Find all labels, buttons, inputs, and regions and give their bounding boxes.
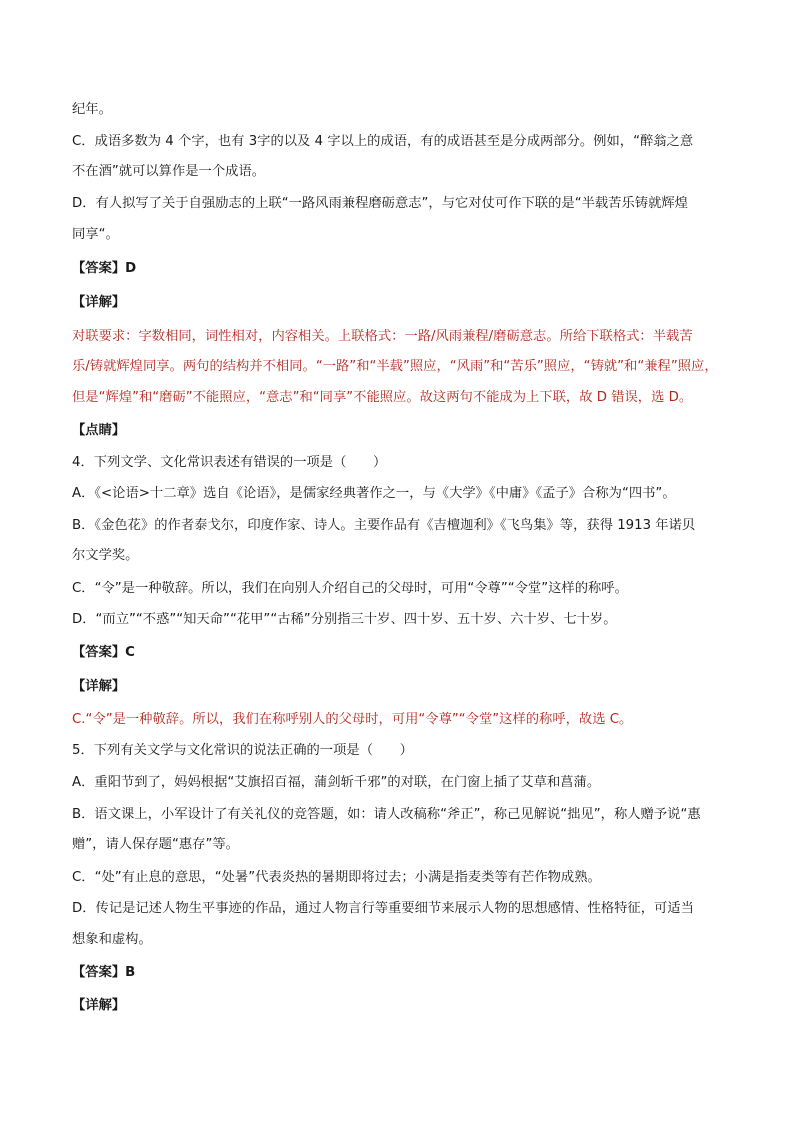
explanation-text: 但是“辉煌”和“磨砺”不能照应，“意志”和“同享”不能照应。故这两句不能成为上下联，故 D 错误，选 D。 — [72, 390, 693, 405]
option-d-line: D．传记是记述人物生平事迹的作品，通过人物言行等重要细节来展示人物的思想感情、性格特征，可适当 — [72, 901, 694, 916]
text-line: 不在酒”就可以算作是一个成语。 — [72, 164, 266, 179]
answer-label: 【答案】C — [72, 645, 135, 660]
explanation-text: 对联要求：字数相同，词性相对，内容相关。上联格式：一路/风雨兼程/磨砺意志。所给下联格式：半载苦 — [72, 329, 693, 344]
option-a-line: A．重阳节到了，妈妈根据“艾旗招百福，蒲剑斩千邪”的对联，在门窗上插了艾草和菖蒲。 — [72, 775, 601, 790]
text-line: 想象和虚构。 — [72, 932, 152, 947]
option-a-line: A．《<论语>十二章》选自《论语》，是儒家经典著作之一，与《大学》《中庸》《孟子》合称为“四书”。 — [72, 486, 676, 501]
option-c-line: C．“处”有止息的意思，“处暑”代表炎热的暑期即将过去；小满是指麦类等有芒作物成熟。 — [72, 870, 601, 885]
option-d-line: D．有人拟写了关于自强励志的上联“一路风雨兼程磨砺意志”，与它对仗可作下联的是“半载苦乐铸就辉煌 — [72, 196, 688, 211]
answer-label: 【答案】B — [72, 965, 136, 980]
tip-label: 【点睛】 — [72, 423, 126, 438]
text-line: 赠”，请人保存题“惠存”等。 — [72, 837, 239, 852]
explanation-label: 【详解】 — [72, 998, 126, 1013]
text-line: 尔文学奖。 — [72, 548, 139, 563]
text-line: 同享“。 — [72, 227, 119, 242]
question-4: 4．下列文学、文化常识表述有错误的一项是（ ） — [72, 455, 387, 470]
option-c-line: C．“令”是一种敬辞。所以，我们在向别人介绍自己的父母时，可用“令尊”“令堂”这样的称呼。 — [72, 581, 628, 596]
explanation-text: C.“令”是一种敬辞。所以，我们在称呼别人的父母时，可用“令尊”“令堂”这样的称呼，故选 C。 — [72, 712, 633, 727]
option-c-line: C．成语多数为 4 个字，也有 3字的以及 4 字以上的成语，有的成语甚至是分成两部分。例如，“醉翁之意 — [72, 134, 694, 149]
text-line: 纪年。 — [72, 102, 112, 117]
explanation-label: 【详解】 — [72, 295, 126, 310]
explanation-label: 【详解】 — [72, 679, 126, 694]
option-b-line: B．《金色花》的作者泰戈尔，印度作家、诗人。主要作品有《吉檀迦利》《飞鸟集》等，获得 1913 年诺贝 — [72, 518, 696, 533]
explanation-text: 乐/铸就辉煌同享。两句的结构并不相同。“一路”和“半载”照应，“风雨”和“苦乐”照应，“铸就”和“兼程”照应， — [72, 359, 718, 374]
option-b-line: B．语文课上，小军设计了有关礼仪的竞答题，如：请人改稿称“斧正”，称己见解说“拙见”，称人赠予说“惠 — [72, 807, 701, 822]
answer-label: 【答案】D — [72, 261, 137, 276]
question-5: 5．下列有关文学与文化常识的说法正确的一项是（ ） — [72, 743, 413, 758]
option-d-line: D．“而立”“不惑”“知天命”“花甲”“古稀”分别指三十岁、四十岁、五十岁、六十岁、七十岁。 — [72, 612, 617, 627]
